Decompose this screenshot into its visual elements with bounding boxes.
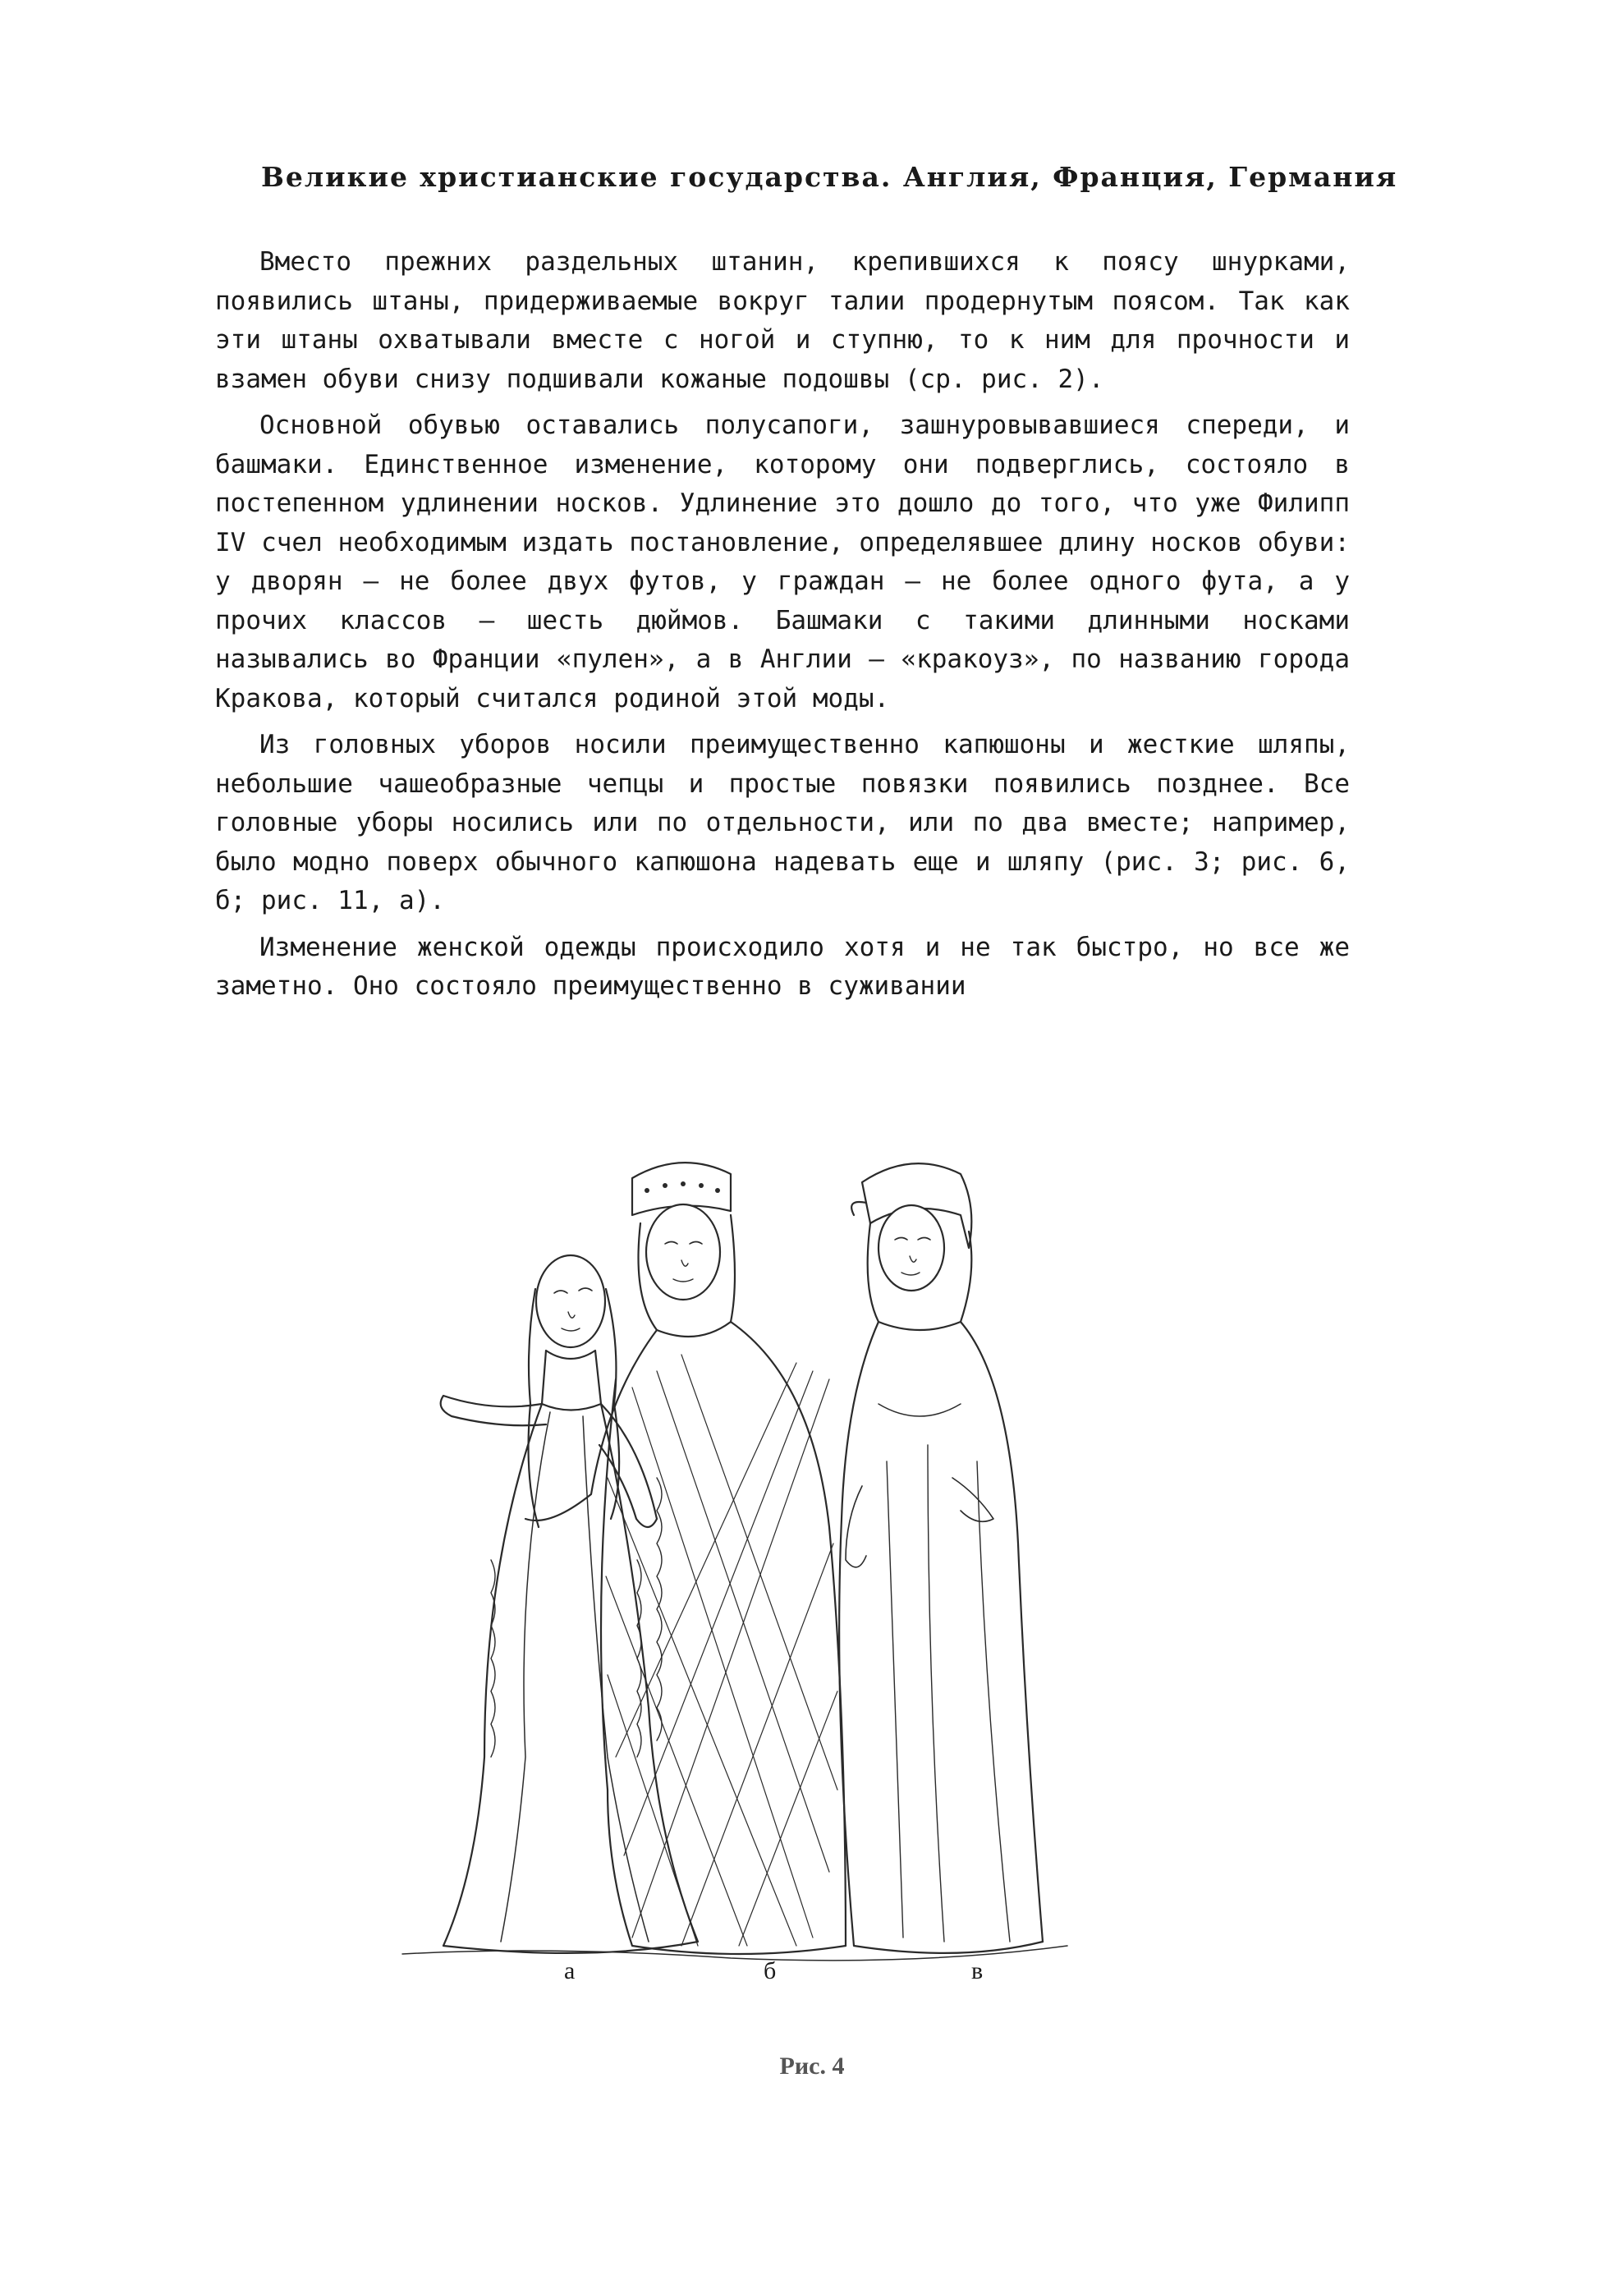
figure-caption: Рис. 4 (779, 2053, 845, 2080)
paragraph: Основной обувью оставались полусапоги, зашнуровывавшиеся спереди, и башмаки. Единственное изменение, которому они подверглись, состояло в постепенном удлинении носков. Удлинение это дошло до того, что уже Филипп IV счел необходимым издать постановление, определявшее длину носков обуви: у дворян — не более двух футов, у граждан — не более одного фута, а у прочих классов — шесть дюймов. Башмаки с такими длинными носками назывались во Франции «пулен», а в Англии — «кракоуз», по названию города Кракова, который считался родиной этой моды. (215, 411, 1350, 713)
body-text (215, 243, 1350, 1014)
paragraph: Вместо прежних раздельных штанин, крепившихся к поясу шнурками, появились штаны, придерживаемые вокруг талии продернутым поясом. Так как эти штаны охватывали вместе с ногой и ступню, то к ним для прочности и взамен обуви снизу подшивали кожаные подошвы (ср. рис. 2). (215, 247, 1350, 394)
figure-illustration (386, 1133, 1125, 2028)
paragraph: Изменение женской одежды происходило хотя и не так быстро, но все же заметно. Оно состояло преимущественно в суживании (215, 932, 1350, 1001)
figure-c-icon (839, 1163, 1043, 1953)
paragraph: Из головных уборов носили преимущественно капюшоны и жесткие шляпы, небольшие чашеобразные чепцы и простые повязки появились позднее. Все головные уборы носились или по отдельности, или по два вместе; например, было модно поверх обычного капюшона надевать еще и шляпу (рис. 3; рис. 6, б; рис. 11, а). (215, 730, 1350, 915)
figure-label-b: б (764, 1957, 777, 1984)
figure-label-c: в (971, 1957, 984, 1984)
running-head: Великие христианские государства. Англия, Франция, Германия (261, 161, 1398, 193)
figure-label-a: а (564, 1957, 576, 1984)
